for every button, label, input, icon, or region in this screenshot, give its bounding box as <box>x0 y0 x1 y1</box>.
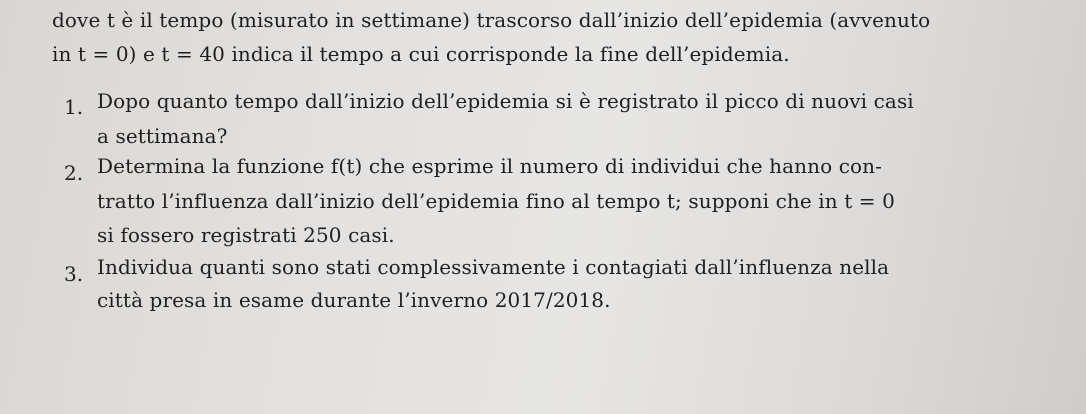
question-number: 3. <box>64 262 84 286</box>
question-text-line: Determina la funzione f(t) che esprime il numero di individui che hanno con- <box>97 154 882 178</box>
question-text-line: Dopo quanto tempo dall’inizio dell’epidemia si è registrato il picco di nuovi casi <box>97 89 914 113</box>
question-text-line: si fossero registrati 250 casi. <box>97 223 395 247</box>
question-number: 1. <box>64 95 84 119</box>
intro-line-2: in t = 0) e t = 40 indica il tempo a cui corrisponde la fine dell’epidemia. <box>52 42 790 66</box>
question-text-line: città presa in esame durante l’inverno 2017/2018. <box>97 288 611 312</box>
question-number: 2. <box>64 161 84 185</box>
question-text-line: tratto l’influenza dall’inizio dell’epidemia fino al tempo t; supponi che in t = 0 <box>97 189 895 213</box>
question-text-line: a settimana? <box>97 124 228 148</box>
question-text-line: Individua quanti sono stati complessivamente i contagiati dall’influenza nella <box>97 255 890 279</box>
intro-line-1: dove t è il tempo (misurato in settimane) trascorso dall’inizio dell’epidemia (avvenuto <box>52 8 931 32</box>
